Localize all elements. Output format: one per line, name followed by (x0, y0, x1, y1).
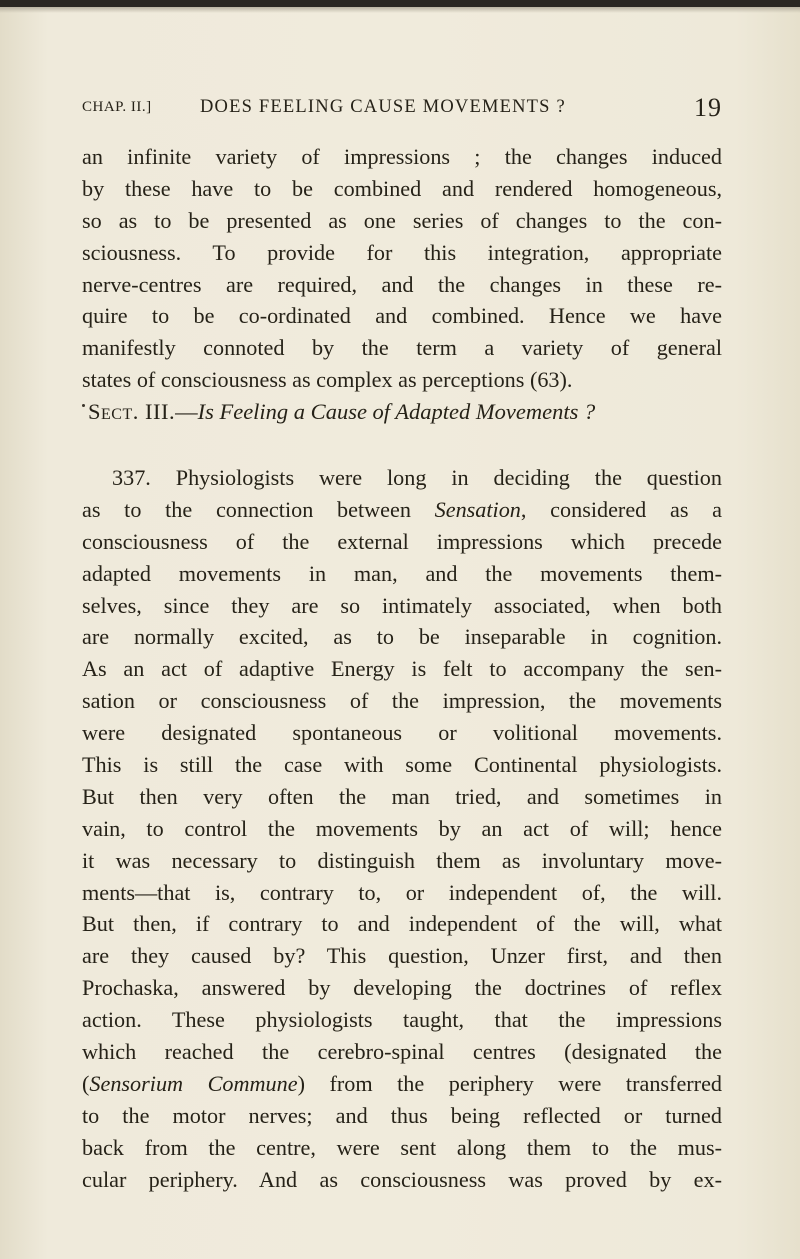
text-line: an infinite variety of impressions ; the changes induced (82, 144, 722, 169)
scan-top-shadow (0, 7, 800, 13)
text-line-first (82, 462, 722, 494)
text-line: vain, to control the movements by an act of will; hence (82, 815, 722, 841)
paragraph-2 (82, 462, 722, 1195)
chapter-label: CHAP. II.] (82, 99, 152, 115)
text-run: , considered as a (520, 496, 722, 522)
text-line: As an act of adaptive Energy is felt to accompany the sen- (82, 656, 722, 682)
text-line: action. These physiologists taught, that the impressions (82, 1007, 722, 1033)
text-line: so as to be presented as one series of changes to the con- (82, 207, 722, 233)
text-line: sation or consciousness of the impression, the movements (82, 688, 722, 714)
section-dash: — (175, 399, 198, 424)
section-title: Is Feeling a Cause of Adapted Movements ? (197, 399, 596, 424)
text-line: nerve-centres are required, and the changes in these re- (82, 271, 722, 297)
text-line: ments—that is, contrary to, or independent of, the will. (82, 879, 722, 905)
text-run: ) from the periphery were transferred (297, 1070, 723, 1096)
text-run: ( (82, 1070, 90, 1096)
page-number: 19 (694, 93, 722, 122)
text-line: But then very often the man tried, and sometimes in (82, 783, 722, 809)
text-line: were designated spontaneous or volitional movements. (82, 720, 722, 746)
text-line: consciousness of the external impressions which precede (82, 528, 722, 554)
text-run: as to the connection between (82, 496, 435, 522)
text-line: states of consciousness as complex as perceptions (63). (82, 367, 573, 393)
text-line: quire to be co-ordinated and combined. Hence we have (82, 303, 722, 329)
text-line: sciousness. To provide for this integration, appropriate (82, 239, 722, 265)
italic-term: Sensorium Commune (89, 1070, 298, 1096)
text-line: cular periphery. And as consciousness was proved by ex- (82, 1166, 722, 1192)
text-line: Prochaska, answered by developing the doctrines of reflex (82, 975, 722, 1001)
chapter-title: DOES FEELING CAUSE MOVEMENTS ? (200, 97, 566, 117)
text-line: it was necessary to distinguish them as involuntary move- (82, 847, 722, 873)
text-line: which reached the cerebro-spinal centres (designated the (82, 1039, 722, 1065)
text-line: to the motor nerves; and thus being reflected or turned (82, 1102, 722, 1128)
text-run: Physiologists were long in deciding the question (150, 465, 722, 490)
text-line: are normally excited, as to be inseparable in cognition. (82, 624, 722, 650)
text-line: back from the centre, were sent along them to the mus- (82, 1134, 722, 1160)
print-speck (82, 404, 85, 407)
text-line: manifestly connoted by the term a variety of general (82, 335, 722, 361)
text-line: This is still the case with some Continental physiologists. (82, 752, 722, 778)
text-line: adapted movements in man, and the movements them- (82, 560, 722, 586)
text-line (82, 494, 722, 526)
text-line: But then, if contrary to and independent of the will, what (82, 911, 722, 937)
text-line: are they caused by? This question, Unzer first, and then (82, 943, 722, 969)
italic-term: Sensation (434, 496, 521, 522)
text-line (82, 1068, 722, 1100)
paragraph-number: 337. (112, 465, 151, 490)
text-line: by these have to be combined and rendered homogeneous, (82, 175, 722, 201)
text-line: selves, since they are so intimately associated, when both (82, 592, 722, 618)
paragraph-1 (82, 141, 722, 396)
section-heading (88, 399, 728, 425)
running-head (82, 95, 722, 129)
section-number: Sect. III. (88, 399, 176, 424)
scan-top-edge (0, 0, 800, 7)
